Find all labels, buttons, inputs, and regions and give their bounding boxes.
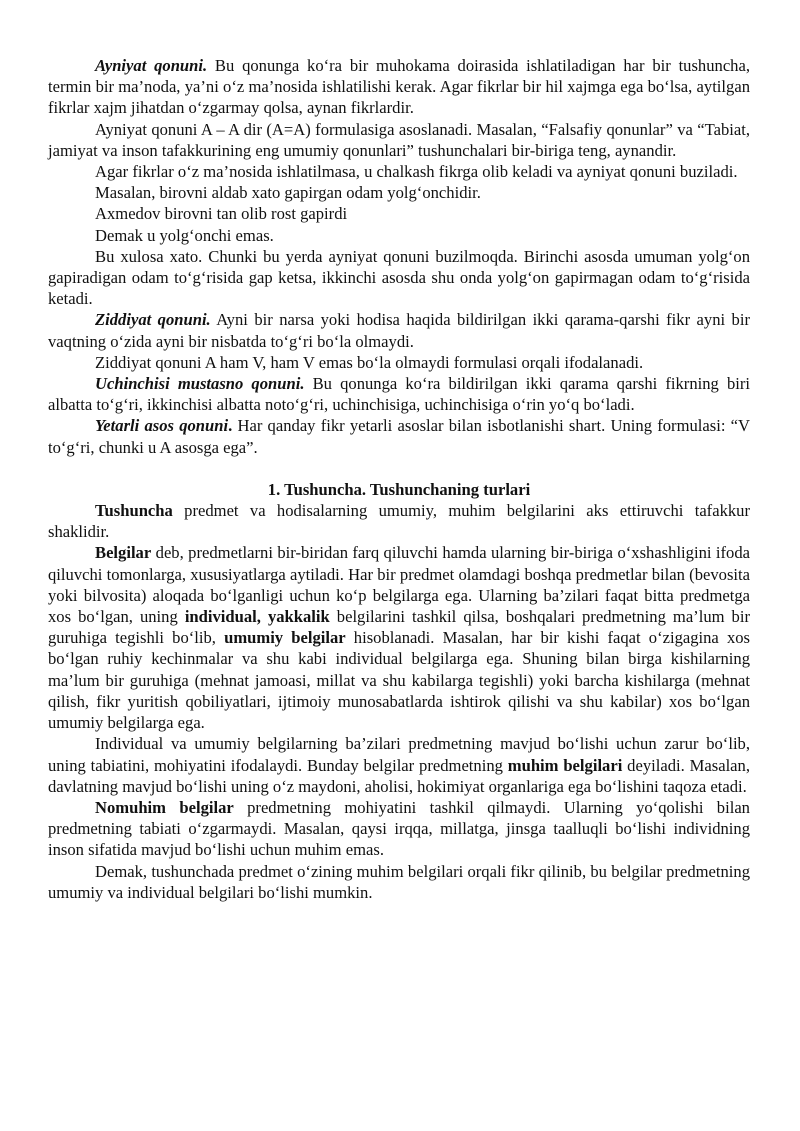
paragraph-text: predmetning mohiyatini tashkil qilmaydi. Ularning yo‘qolishi bilan predmetning tabiati o‘zgarmaydi. Masalan, qaysi irqqa, millatga, jinsga taalluqli bo‘lishi individning inson sifatida mavjud bo‘lishi uchun muhim emas. [48, 797, 750, 860]
paragraph-text: hisoblanadi. Masalan, har bir kishi faqat o‘zigagina xos bo‘lgan ruhiy kechinmalar va shu kabi individual belgilarga ega. Shuning bilan birga kishilarning ma’lum bir guruhiga (mehnat jamoasi, millat va shu kabilarga tegishli) yoki barcha kishilarga (mehnat qilish, fikr yuritish qobiliyatlari, ijtimoiy munosabatlarda ishtirok qilishi va shu kabilar) xos bo‘lgan umumiy belgilarga ega. [48, 628, 750, 733]
term-contradiction-law: Ziddiyat qonuni. [95, 310, 211, 330]
section-heading: 1. Tushuncha. Tushunchaning turlari [267, 479, 531, 499]
paragraph-conclusion [48, 861, 750, 903]
paragraph-example-analysis [48, 246, 750, 310]
paragraph-nonessential-features [48, 797, 750, 861]
paragraph-example-premise-2 [48, 203, 750, 224]
paragraph-text: Demak u yolg‘onchi emas. [95, 225, 274, 245]
term-excluded-middle-law: Uchinchisi mustasno qonuni. [95, 374, 305, 394]
paragraph-features [48, 542, 750, 733]
term-general-features: umumiy belgilar [224, 628, 346, 648]
paragraph-essential-features [48, 733, 750, 797]
paragraph-text: deb, predmetlarni bir-biridan farq qiluvchi hamda ularning bir-biriga o‘xshashligini ifoda qiluvchi tomonlarga, xususiyatlarga aytiladi. Har bir predmet olamdagi boshqa predmetlar bilan (bevosita yoki bilvosita) aloqada bo‘lganligi uchun ko‘p belgilarga ega. Ularning ba’zilari faqat bitta predmetga xos bo‘lgan, uning [48, 543, 750, 627]
term-sufficient-reason-law: Yetarli asos qonuni [95, 416, 229, 436]
paragraph-text: Bu qonunga ko‘ra bildirilgan ikki qarama qarshi fikrning biri albatta to‘g‘ri, ikkinchisi albatta noto‘g‘ri, uchinchisiga, uchinchisiga o‘rin yo‘q bo‘ladi. [48, 374, 751, 415]
paragraph-contradiction-law [48, 309, 750, 351]
paragraph-text: Ziddiyat qonuni A ham V, ham V emas bo‘la olmaydi formulasi orqali ifodalanadi. [95, 352, 644, 372]
paragraph-text: deyiladi. Masalan, davlatning mavjud bo‘lishi uning o‘z maydoni, aholisi, hokimiyat organlariga ega bo‘lishini taqoza etadi. [48, 755, 750, 796]
paragraph-text: predmet va hodisalarning umumiy, muhim belgilarini aks ettiruvchi tafakkur shaklidir. [48, 501, 750, 542]
paragraph-text: Har qanday fikr yetarli asoslar bilan isbotlanishi shart. Uning formulasi: “V to‘g‘ri, chunki u A asosga ega”. [48, 416, 750, 457]
paragraph-example-conclusion [48, 225, 750, 246]
paragraph-text: Agar fikrlar o‘z ma’nosida ishlatilmasa, u chalkash fikrga olib keladi va ayniyat qonuni buziladi. [95, 162, 738, 182]
term-individual-features: individual, yakkalik [184, 607, 330, 627]
paragraph-text: belgilarini tashkil qilsa, boshqalari predmetning ma’lum bir guruhiga tegishli bo‘lib, [48, 607, 750, 648]
paragraph-sufficient-reason-law [48, 415, 750, 457]
paragraph-text: Ayni bir narsa yoki hodisa haqida bildirilgan ikki qarama-qarshi fikr ayni bir vaqtning o‘zida ayni bir nisbatda to‘g‘ri bo‘la olmaydi. [48, 310, 750, 351]
paragraph-identity-formula [48, 119, 750, 161]
term-concept: Tushuncha [95, 501, 173, 521]
paragraph-example-premise-1 [48, 182, 750, 203]
paragraph-concept-definition [48, 500, 750, 542]
term-essential-features: muhim belgilari [507, 755, 623, 775]
paragraph-excluded-middle-law [48, 373, 750, 415]
term-period: . [228, 416, 233, 436]
term-nonessential-features: Nomuhim belgilar [95, 797, 234, 817]
paragraph-text: Masalan, birovni aldab xato gapirgan odam yolg‘onchidir. [95, 183, 481, 203]
term-features: Belgilar [95, 543, 152, 563]
paragraph-text: Individual va umumiy belgilarning ba’zilari predmetning mavjud bo‘lishi uchun zarur bo‘lib, uning tabiatini, mohiyatini ifodalaydi. Bunday belgilar predmetning [48, 734, 750, 775]
paragraph-contradiction-formula [48, 352, 750, 373]
paragraph-text: Bu qonunga ko‘ra bir muhokama doirasida ishlatiladigan har bir tushuncha, termin bir ma’noda, ya’ni o‘z ma’nosida ishlatilishi kerak. Agar fikrlar bir hil xajmga ega bo‘lsa, aytilgan fikrlar xajm jihatdan o‘zgarmay qolsa, aynan fikrlardir. [48, 56, 750, 118]
paragraph-text: Demak, tushunchada predmet o‘zining muhim belgilari orqali fikr qilinib, bu belgilar predmetning umumiy va individual belgilari bo‘lishi mumkin. [48, 861, 750, 902]
paragraph-text: Bu xulosa xato. Chunki bu yerda ayniyat qonuni buzilmoqda. Birinchi asosda umuman yolg‘on gapiradigan odam to‘g‘risida gap ketsa, ikkinchi asosda shu onda yolg‘on gapirmagan odam to‘g‘risida ketadi. [48, 246, 750, 309]
paragraph-identity-law [48, 55, 750, 119]
paragraph-identity-violation [48, 161, 750, 182]
paragraph-text: Axmedov birovni tan olib rost gapirdi [95, 204, 348, 224]
paragraph-text: Ayniyat qonuni A – A dir (A=A) formulasiga asoslanadi. Masalan, “Falsafiy qonunlar” va “Tabiat, jamiyat va inson tafakkurining eng umumiy qonunlari” tushunchalari bir-biriga teng, aynandir. [48, 119, 750, 160]
term-identity-law: Ayniyat qonuni. [95, 56, 208, 75]
